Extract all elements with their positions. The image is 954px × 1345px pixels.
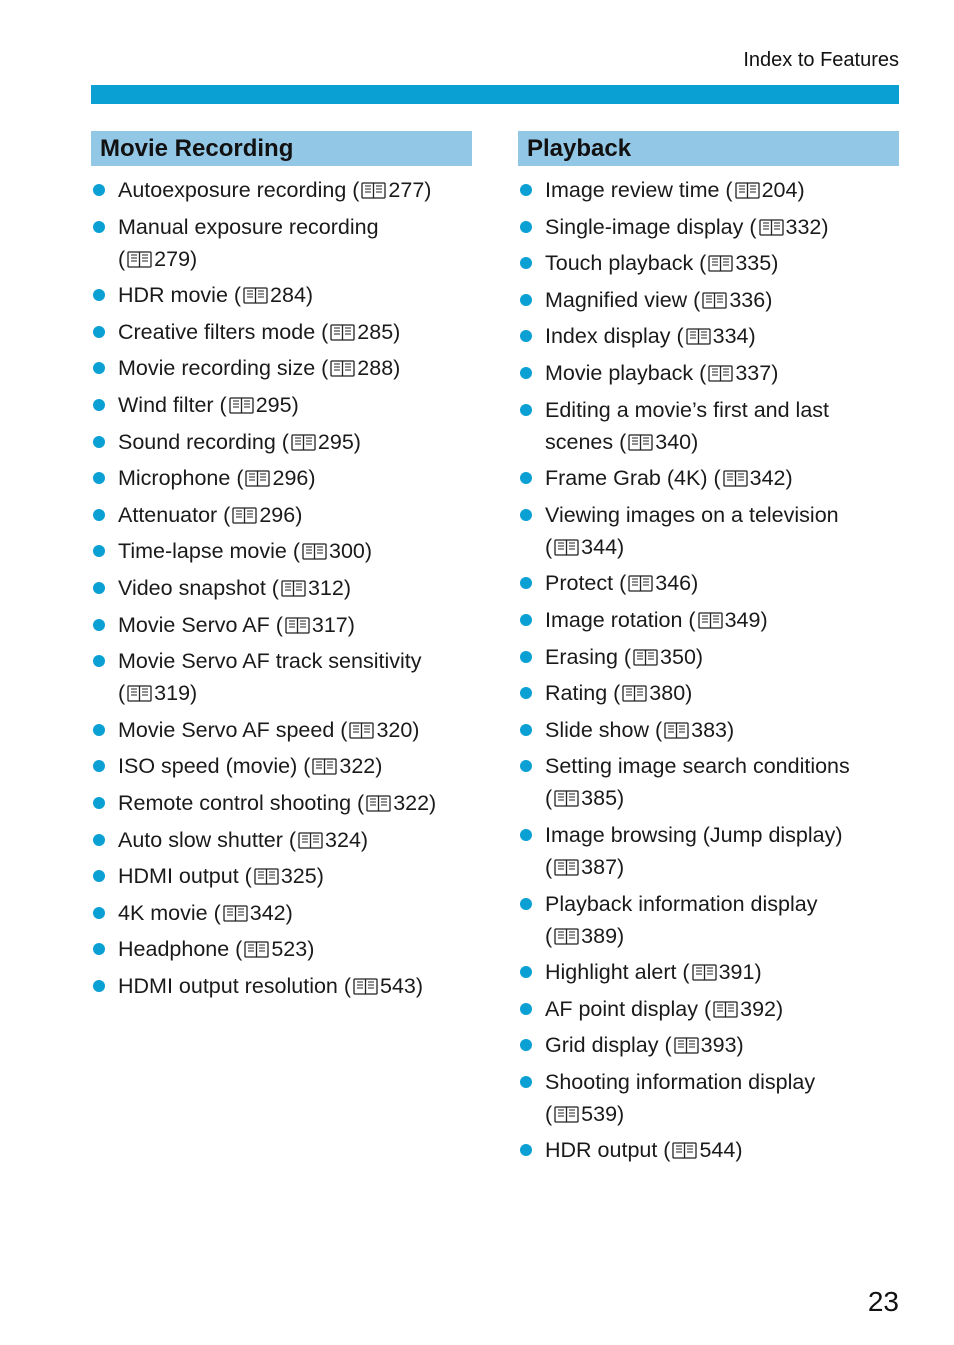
page-reference: 312) — [307, 575, 352, 600]
page-reference: 284) — [270, 283, 314, 308]
bullet-icon — [93, 980, 105, 992]
list-item — [91, 714, 472, 746]
page-reference: 204) — [761, 178, 805, 202]
page-reference-book-icon — [553, 788, 580, 808]
bullet-icon — [93, 943, 105, 955]
page-reference-book-icon — [553, 926, 580, 946]
list-item — [91, 174, 472, 206]
page-reference-book-icon — [671, 1140, 698, 1160]
bullet-icon — [520, 330, 532, 342]
bullet-icon — [520, 760, 532, 772]
page-reference-book-icon — [553, 1104, 580, 1124]
bullet-icon — [93, 655, 105, 667]
section-movie-recording — [91, 131, 472, 1006]
page-reference-book-icon — [290, 432, 317, 452]
page-reference-book-icon — [673, 1035, 700, 1055]
list-item — [518, 1066, 899, 1130]
page-reference: 543) — [380, 973, 424, 998]
page-reference-book-icon — [722, 468, 749, 488]
list-item — [518, 993, 899, 1025]
page-reference-book-icon — [253, 866, 280, 886]
page-reference: 544) — [699, 1138, 743, 1163]
list-item — [91, 572, 472, 604]
item-label-continued: scenes ( — [545, 429, 627, 454]
page-reference-book-icon — [365, 793, 392, 813]
page-reference: 350) — [660, 644, 704, 669]
page-reference: 380) — [649, 681, 693, 706]
page-reference-book-icon — [243, 939, 270, 959]
item-label: Grid display ( — [545, 1033, 672, 1058]
item-label: Movie Servo AF track sensitivity — [118, 649, 422, 674]
page-reference-book-icon — [691, 962, 718, 982]
item-label-continued: ( — [545, 534, 553, 559]
page-reference: 391) — [718, 960, 762, 985]
bullet-icon — [93, 184, 105, 196]
item-label: ISO speed (movie) ( — [118, 754, 311, 779]
page-reference-book-icon — [242, 285, 269, 305]
bullet-icon — [520, 404, 532, 416]
item-label: Image review time ( — [545, 178, 733, 202]
list-item — [518, 247, 899, 279]
page-reference: 325) — [280, 864, 324, 889]
page-reference-book-icon — [126, 683, 153, 703]
item-label: Slide show ( — [545, 717, 663, 742]
item-label: Frame Grab (4K) ( — [545, 466, 721, 491]
page-reference-book-icon — [348, 720, 375, 740]
bullet-icon — [520, 1076, 532, 1088]
page-reference-book-icon — [222, 903, 249, 923]
bullet-icon — [520, 257, 532, 269]
item-label: AF point display ( — [545, 996, 712, 1021]
item-label: Image rotation ( — [545, 607, 696, 632]
page-reference-book-icon — [311, 756, 338, 776]
item-label: Attenuator ( — [118, 502, 231, 527]
section-title: Playback — [518, 131, 899, 166]
page-reference: 288) — [357, 356, 401, 381]
list-item — [518, 394, 899, 458]
bullet-icon — [93, 907, 105, 919]
page-reference-book-icon — [284, 615, 311, 635]
item-label: Video snapshot ( — [118, 575, 279, 600]
item-label: HDMI output resolution ( — [118, 973, 352, 998]
page-reference: 342) — [249, 900, 293, 925]
item-label: Movie recording size ( — [118, 356, 329, 381]
list-item — [91, 609, 472, 641]
page-reference-book-icon — [329, 358, 356, 378]
bullet-icon — [520, 472, 532, 484]
bullet-icon — [93, 760, 105, 772]
bullet-icon — [520, 724, 532, 736]
item-label-continued: ( — [545, 854, 553, 879]
bullet-icon — [93, 582, 105, 594]
page-reference-book-icon — [621, 683, 648, 703]
page-reference-book-icon — [707, 363, 734, 383]
page-reference-book-icon — [301, 541, 328, 561]
list-item — [518, 750, 899, 814]
item-label: Highlight alert ( — [545, 960, 690, 985]
page-reference: 319) — [154, 681, 198, 706]
page-reference-book-icon — [663, 720, 690, 740]
bullet-icon — [520, 367, 532, 379]
list-item — [518, 567, 899, 599]
item-label: Playback information display — [545, 891, 818, 916]
item-label: Editing a movie’s first and last — [545, 397, 830, 422]
page-reference-book-icon — [627, 432, 654, 452]
page-reference: 285) — [357, 319, 401, 344]
list-item — [91, 211, 472, 275]
item-label: Movie Servo AF speed ( — [118, 717, 348, 742]
bullet-icon — [93, 797, 105, 809]
page-reference: 277) — [388, 178, 432, 202]
page-reference: 322) — [393, 790, 437, 815]
bullet-icon — [93, 362, 105, 374]
bullet-icon — [93, 289, 105, 301]
list-item — [518, 641, 899, 673]
bullet-icon — [93, 436, 105, 448]
bullet-icon — [520, 1144, 532, 1156]
bullet-icon — [520, 966, 532, 978]
item-label: Creative filters mode ( — [118, 319, 329, 344]
feature-list — [518, 174, 899, 1166]
page-reference: 279) — [154, 246, 198, 271]
item-label: Remote control shooting ( — [118, 790, 365, 815]
item-label: 4K movie ( — [118, 900, 221, 925]
bullet-icon — [520, 829, 532, 841]
page-reference: 349) — [724, 607, 768, 632]
page-reference-book-icon — [280, 578, 307, 598]
list-item — [518, 174, 899, 206]
page-reference: 320) — [376, 717, 420, 742]
item-label: Magnified view ( — [545, 287, 701, 312]
page-reference-book-icon — [685, 326, 712, 346]
page-reference: 523) — [271, 937, 315, 962]
list-item — [518, 888, 899, 952]
item-label-continued: ( — [118, 246, 126, 271]
bullet-icon — [93, 509, 105, 521]
list-item — [518, 1029, 899, 1061]
page-reference: 393) — [700, 1033, 744, 1058]
list-item — [91, 499, 472, 531]
page-reference-book-icon — [707, 253, 734, 273]
list-item — [518, 284, 899, 316]
list-item — [518, 499, 899, 563]
item-label: Viewing images on a television — [545, 502, 839, 527]
page-reference: 344) — [581, 534, 625, 559]
page-reference: 342) — [749, 466, 793, 491]
page-reference: 385) — [581, 786, 625, 811]
item-label: HDR output ( — [545, 1138, 671, 1163]
page-reference-book-icon — [360, 180, 387, 200]
list-item — [91, 787, 472, 819]
page-reference: 334) — [712, 324, 756, 349]
page-reference-book-icon — [701, 290, 728, 310]
item-label: Autoexposure recording ( — [118, 178, 360, 202]
page-reference: 389) — [581, 923, 625, 948]
list-item — [518, 211, 899, 243]
list-item — [518, 462, 899, 494]
bullet-icon — [93, 472, 105, 484]
item-label: Shooting information display — [545, 1069, 816, 1094]
page-reference: 332) — [785, 214, 829, 239]
list-item — [518, 819, 899, 883]
item-label: HDMI output ( — [118, 864, 252, 889]
section-playback — [518, 131, 899, 1171]
list-item — [91, 750, 472, 782]
bullet-icon — [93, 545, 105, 557]
page-reference: 346) — [655, 571, 699, 596]
bullet-icon — [93, 221, 105, 233]
list-item — [518, 677, 899, 709]
item-label: Microphone ( — [118, 466, 244, 491]
bullet-icon — [520, 221, 532, 233]
page-reference: 539) — [581, 1101, 625, 1126]
bullet-icon — [93, 399, 105, 411]
page-number: 23 — [867, 1286, 899, 1317]
item-label-continued: ( — [545, 923, 553, 948]
page-reference: 324) — [325, 827, 369, 852]
bullet-icon — [93, 326, 105, 338]
list-item — [518, 714, 899, 746]
list-item — [91, 645, 472, 709]
page-reference-book-icon — [758, 217, 785, 237]
item-label: Auto slow shutter ( — [118, 827, 297, 852]
item-label: Headphone ( — [118, 937, 243, 962]
page-reference: 383) — [691, 717, 735, 742]
item-label: Wind filter ( — [118, 392, 227, 417]
bullet-icon — [520, 184, 532, 196]
item-label: Setting image search conditions — [545, 754, 850, 779]
page-reference: 317) — [311, 612, 355, 637]
list-item — [91, 352, 472, 384]
page-reference-book-icon — [297, 830, 324, 850]
list-item — [91, 316, 472, 348]
page-reference-book-icon — [553, 857, 580, 877]
page-reference-book-icon — [329, 322, 356, 342]
list-item — [518, 320, 899, 352]
page-reference: 300) — [329, 539, 373, 564]
page-reference-book-icon — [352, 976, 379, 996]
bullet-icon — [520, 509, 532, 521]
item-label: Manual exposure recording — [118, 214, 379, 239]
page-reference-book-icon — [632, 647, 659, 667]
bullet-icon — [520, 898, 532, 910]
page-reference-book-icon — [231, 505, 258, 525]
item-label: Erasing ( — [545, 644, 632, 669]
page-reference-book-icon — [553, 537, 580, 557]
list-item — [518, 604, 899, 636]
list-item — [91, 279, 472, 311]
item-label-continued: ( — [118, 681, 126, 706]
bullet-icon — [520, 614, 532, 626]
bullet-icon — [93, 870, 105, 882]
list-item — [91, 462, 472, 494]
bullet-icon — [93, 724, 105, 736]
page-reference: 295) — [317, 429, 361, 454]
item-label: Protect ( — [545, 571, 627, 596]
bullet-icon — [93, 834, 105, 846]
list-item — [518, 357, 899, 389]
item-label: Touch playback ( — [545, 251, 707, 276]
page-reference-book-icon — [627, 573, 654, 593]
item-label: Movie Servo AF ( — [118, 612, 283, 637]
page-reference: 295) — [255, 392, 299, 417]
page-reference: 392) — [740, 996, 784, 1021]
page-reference-book-icon — [244, 468, 271, 488]
header-rule — [91, 85, 899, 104]
list-item — [91, 860, 472, 892]
feature-list — [91, 174, 472, 1002]
page-reference: 296) — [272, 466, 316, 491]
list-item — [91, 970, 472, 1002]
page-reference-book-icon — [697, 610, 724, 630]
item-label: Rating ( — [545, 681, 621, 706]
list-item — [91, 897, 472, 929]
item-label: Time-lapse movie ( — [118, 539, 300, 564]
section-title: Movie Recording — [91, 131, 472, 166]
bullet-icon — [93, 619, 105, 631]
item-label: Single-image display ( — [545, 214, 757, 239]
bullet-icon — [520, 294, 532, 306]
bullet-icon — [520, 1039, 532, 1051]
list-item — [91, 824, 472, 856]
header-title: Index to Features — [743, 49, 899, 71]
page-reference-book-icon — [712, 999, 739, 1019]
item-label-continued: ( — [545, 1101, 553, 1126]
bullet-icon — [520, 687, 532, 699]
page-reference: 322) — [339, 754, 383, 779]
item-label: Movie playback ( — [545, 360, 707, 385]
list-item — [91, 535, 472, 567]
bullet-icon — [520, 577, 532, 589]
list-item — [518, 1134, 899, 1166]
item-label-continued: ( — [545, 786, 553, 811]
list-item — [518, 956, 899, 988]
list-item — [91, 389, 472, 421]
page-reference: 337) — [735, 360, 779, 385]
page-reference: 336) — [729, 287, 773, 312]
item-label: Image browsing (Jump display) — [545, 822, 843, 847]
item-label: Index display ( — [545, 324, 684, 349]
page-reference: 296) — [259, 502, 303, 527]
bullet-icon — [520, 1003, 532, 1015]
item-label: Sound recording ( — [118, 429, 289, 454]
page-reference: 340) — [655, 429, 699, 454]
page-reference-book-icon — [228, 395, 255, 415]
item-label: HDR movie ( — [118, 283, 242, 308]
page-reference: 387) — [581, 854, 625, 879]
page-reference-book-icon — [126, 249, 153, 269]
page-reference: 335) — [735, 251, 779, 276]
list-item — [91, 426, 472, 458]
bullet-icon — [520, 651, 532, 663]
page-reference-book-icon — [734, 180, 761, 200]
list-item — [91, 933, 472, 965]
